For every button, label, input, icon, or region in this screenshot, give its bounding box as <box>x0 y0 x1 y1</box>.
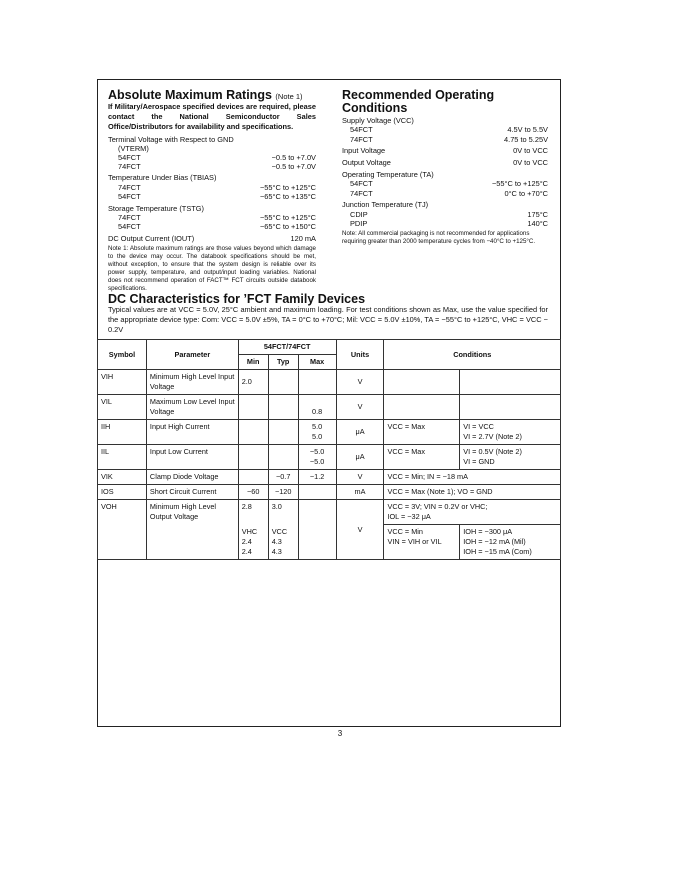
abs-row-value: −55°C to +125°C <box>259 183 316 192</box>
cell-units: μA <box>336 445 384 470</box>
abs-row-label: 54FCT <box>118 192 141 201</box>
cond-line: VIN = VIH or VIL <box>387 537 442 546</box>
cell-symbol: VIK <box>98 470 147 485</box>
cell-cond: VCC = Max <box>384 420 460 445</box>
table-row <box>98 485 561 500</box>
cell-units: V <box>336 395 384 420</box>
dc-table <box>97 339 561 560</box>
max-value: 5.0 <box>312 432 323 441</box>
cell-parameter: Input High Current <box>146 420 238 445</box>
max-value: 5.0 <box>312 422 323 431</box>
cell-max <box>298 500 336 560</box>
table-row <box>98 500 561 525</box>
rec-op-title-2: Conditions <box>342 101 408 115</box>
cell-symbol: IIH <box>98 420 147 445</box>
cell-cond <box>384 525 460 560</box>
cond-line: VI = GND <box>463 457 495 466</box>
cell-min <box>238 420 268 445</box>
cell-parameter: Minimum High Level Input Voltage <box>146 370 238 395</box>
output-voltage-label: Output Voltage <box>342 158 391 167</box>
cell-units: μA <box>336 420 384 445</box>
abs-row-value: −65°C to +135°C <box>259 192 316 201</box>
rec-row-value: 140°C <box>527 219 548 228</box>
cond-line: IOH = −15 mA (Com) <box>463 547 532 556</box>
header-group: 54FCT/74FCT <box>238 340 336 355</box>
output-current-label: DC Output Current (IOUT) <box>108 234 195 243</box>
cell-cond <box>384 370 460 395</box>
cell-symbol: VOH <box>98 500 147 560</box>
cell-cond2 <box>460 445 561 470</box>
junction-temp-label: Junction Temperature (TJ) <box>342 200 429 209</box>
cond-line: IOH = −300 μA <box>463 527 513 536</box>
cell-max <box>298 445 336 470</box>
output-voltage-value: 0V to VCC <box>513 158 548 167</box>
cell-typ <box>268 525 298 560</box>
cell-cond2 <box>460 420 561 445</box>
header-typ: Typ <box>268 355 298 370</box>
note-1: Note 1: Absolute maximum ratings are those values beyond which damage to the device may occur. The databook specifications should be met, without exception, to ensure that the system design is reliable over its power supply, temperature, and output/input loading variables. National does not recommend operation of FACT™ FCT circuits outside databook specifications. <box>108 245 316 292</box>
cell-typ: −0.7 <box>268 470 298 485</box>
cell-symbol: IOS <box>98 485 147 500</box>
cell-units: V <box>336 470 384 485</box>
cond-line: VCC = Min <box>387 527 423 536</box>
max-value: −5.0 <box>309 457 325 466</box>
cell-min: 2.0 <box>238 370 268 395</box>
supply-voltage-label: Supply Voltage (VCC) <box>342 116 414 125</box>
cell-max <box>298 370 336 395</box>
cell-units: V <box>336 500 384 560</box>
table-row <box>98 420 561 445</box>
cond-line: VI = VCC <box>463 422 494 431</box>
cell-parameter: Short Circuit Current <box>146 485 238 500</box>
cell-parameter: Maximum Low Level Input Voltage <box>146 395 238 420</box>
cell-cond <box>384 395 460 420</box>
abs-row-value: −65°C to +150°C <box>259 222 316 231</box>
term-voltage-label: Terminal Voltage with Respect to GND <box>108 135 234 144</box>
dc-intro: Typical values are at VCC = 5.0V, 25°C ambient and maximum loading. For test conditions shown as Max, use the value specified for the appropriate device type: Com: VCC = 5.0V ±5%, TA = 0°C to +70°C; Mil: VCC = 5.0V ±10%, TA = −55°C to +125°C, VHC = VCC − 0.2V <box>108 305 548 334</box>
cell-max: 0.8 <box>298 395 336 420</box>
cell-typ <box>268 420 298 445</box>
abs-row-label: 54FCT <box>118 222 141 231</box>
cell-parameter: Clamp Diode Voltage <box>146 470 238 485</box>
cell-max <box>298 420 336 445</box>
rec-row-value: −55°C to +125°C <box>491 179 548 188</box>
cell-min <box>238 470 268 485</box>
cell-cond: VCC = Max (Note 1); VO = GND <box>384 485 561 500</box>
storage-temp-label: Storage Temperature (TSTG) <box>108 204 204 213</box>
min-value: 2.4 <box>241 546 252 556</box>
typ-value: 4.3 <box>271 536 282 546</box>
input-voltage-value: 0V to VCC <box>513 146 548 155</box>
rec-op-title-1: Recommended Operating <box>342 88 495 102</box>
header-min: Min <box>238 355 268 370</box>
abs-row-label: 74FCT <box>118 183 141 192</box>
cell-cond: VCC = Min; IN = −18 mA <box>384 470 561 485</box>
table-row <box>98 370 561 395</box>
header-symbol: Symbol <box>98 340 147 370</box>
rec-row-value: 4.5V to 5.5V <box>507 125 548 134</box>
abs-row-value: −55°C to +125°C <box>259 213 316 222</box>
cell-min <box>238 445 268 470</box>
cond-line: VCC = 3V; VIN = 0.2V or VHC; <box>387 502 488 511</box>
cell-min <box>238 525 268 560</box>
min-value: 2.4 <box>241 536 252 546</box>
military-notice: If Military/Aerospace specified devices are required, please contact the National Semiconductor Sales Office/Distributors for availability and specifications. <box>108 102 316 131</box>
header-parameter: Parameter <box>146 340 238 370</box>
input-voltage-label: Input Voltage <box>342 146 386 155</box>
cell-parameter: Minimum High Level Output Voltage <box>146 500 238 560</box>
rec-row-value: 4.75 to 5.25V <box>504 135 548 144</box>
abs-row-label: 74FCT <box>118 213 141 222</box>
cell-typ <box>268 370 298 395</box>
cell-symbol: IIL <box>98 445 147 470</box>
rec-op-note: Note: All commercial packaging is not recommended for applications requiring greater than 2000 temperature cycles from −40°C to +125°C. <box>342 230 536 245</box>
cond-line: IOL = −32 μA <box>387 512 431 521</box>
cell-cond2 <box>460 370 561 395</box>
cell-min: −60 <box>238 485 268 500</box>
cell-typ: −120 <box>268 485 298 500</box>
cell-units: V <box>336 370 384 395</box>
cell-typ: 3.0 <box>268 500 298 525</box>
cell-typ <box>268 445 298 470</box>
rec-row-value: 175°C <box>527 210 548 219</box>
cond-line: IOH = −12 mA (Mil) <box>463 537 526 546</box>
table-row <box>98 395 561 420</box>
cell-symbol: VIH <box>98 370 147 395</box>
cell-max <box>298 485 336 500</box>
cond-line: VI = 0.5V (Note 2) <box>463 447 522 456</box>
abs-row-value: −0.5 to +7.0V <box>271 153 316 162</box>
cond-line: VI = 2.7V (Note 2) <box>463 432 522 441</box>
output-current-value: 120 mA <box>290 234 316 243</box>
table-row <box>98 470 561 485</box>
page-number: 3 <box>337 729 343 738</box>
cell-min: 2.8 <box>238 500 268 525</box>
rec-row-value: 0°C to +70°C <box>504 189 548 198</box>
header-units: Units <box>336 340 384 370</box>
table-header-row <box>98 340 561 355</box>
cell-cond2 <box>460 395 561 420</box>
typ-value: VCC <box>271 526 288 536</box>
rec-row-label: 54FCT <box>350 125 373 134</box>
cell-min <box>238 395 268 420</box>
cell-symbol: VIL <box>98 395 147 420</box>
rec-row-label: PDIP <box>350 219 368 228</box>
rec-row-label: 54FCT <box>350 179 373 188</box>
abs-row-label: 74FCT <box>118 162 141 171</box>
abs-row-label: 54FCT <box>118 153 141 162</box>
rec-row-label: CDIP <box>350 210 368 219</box>
abs-row-value: −0.5 to +7.0V <box>271 162 316 171</box>
cell-units: mA <box>336 485 384 500</box>
typ-value: 4.3 <box>271 546 282 556</box>
header-conditions: Conditions <box>384 340 561 370</box>
abs-max-title: Absolute Maximum Ratings (Note 1) <box>108 88 303 102</box>
max-value: −5.0 <box>309 447 325 456</box>
temp-bias-label: Temperature Under Bias (TBIAS) <box>108 173 217 182</box>
op-temp-label: Operating Temperature (TA) <box>342 170 434 179</box>
rec-row-label: 74FCT <box>350 135 373 144</box>
cell-cond <box>384 500 561 525</box>
header-max: Max <box>298 355 336 370</box>
term-voltage-sub: (VTERM) <box>118 144 149 153</box>
cell-cond2 <box>460 525 561 560</box>
cell-max: −1.2 <box>298 470 336 485</box>
cell-parameter: Input Low Current <box>146 445 238 470</box>
cell-typ <box>268 395 298 420</box>
rec-row-label: 74FCT <box>350 189 373 198</box>
dc-title: DC Characteristics for ’FCT Family Devices <box>108 292 366 306</box>
cell-cond: VCC = Max <box>384 445 460 470</box>
table-row <box>98 445 561 470</box>
min-value: VHC <box>241 526 258 536</box>
